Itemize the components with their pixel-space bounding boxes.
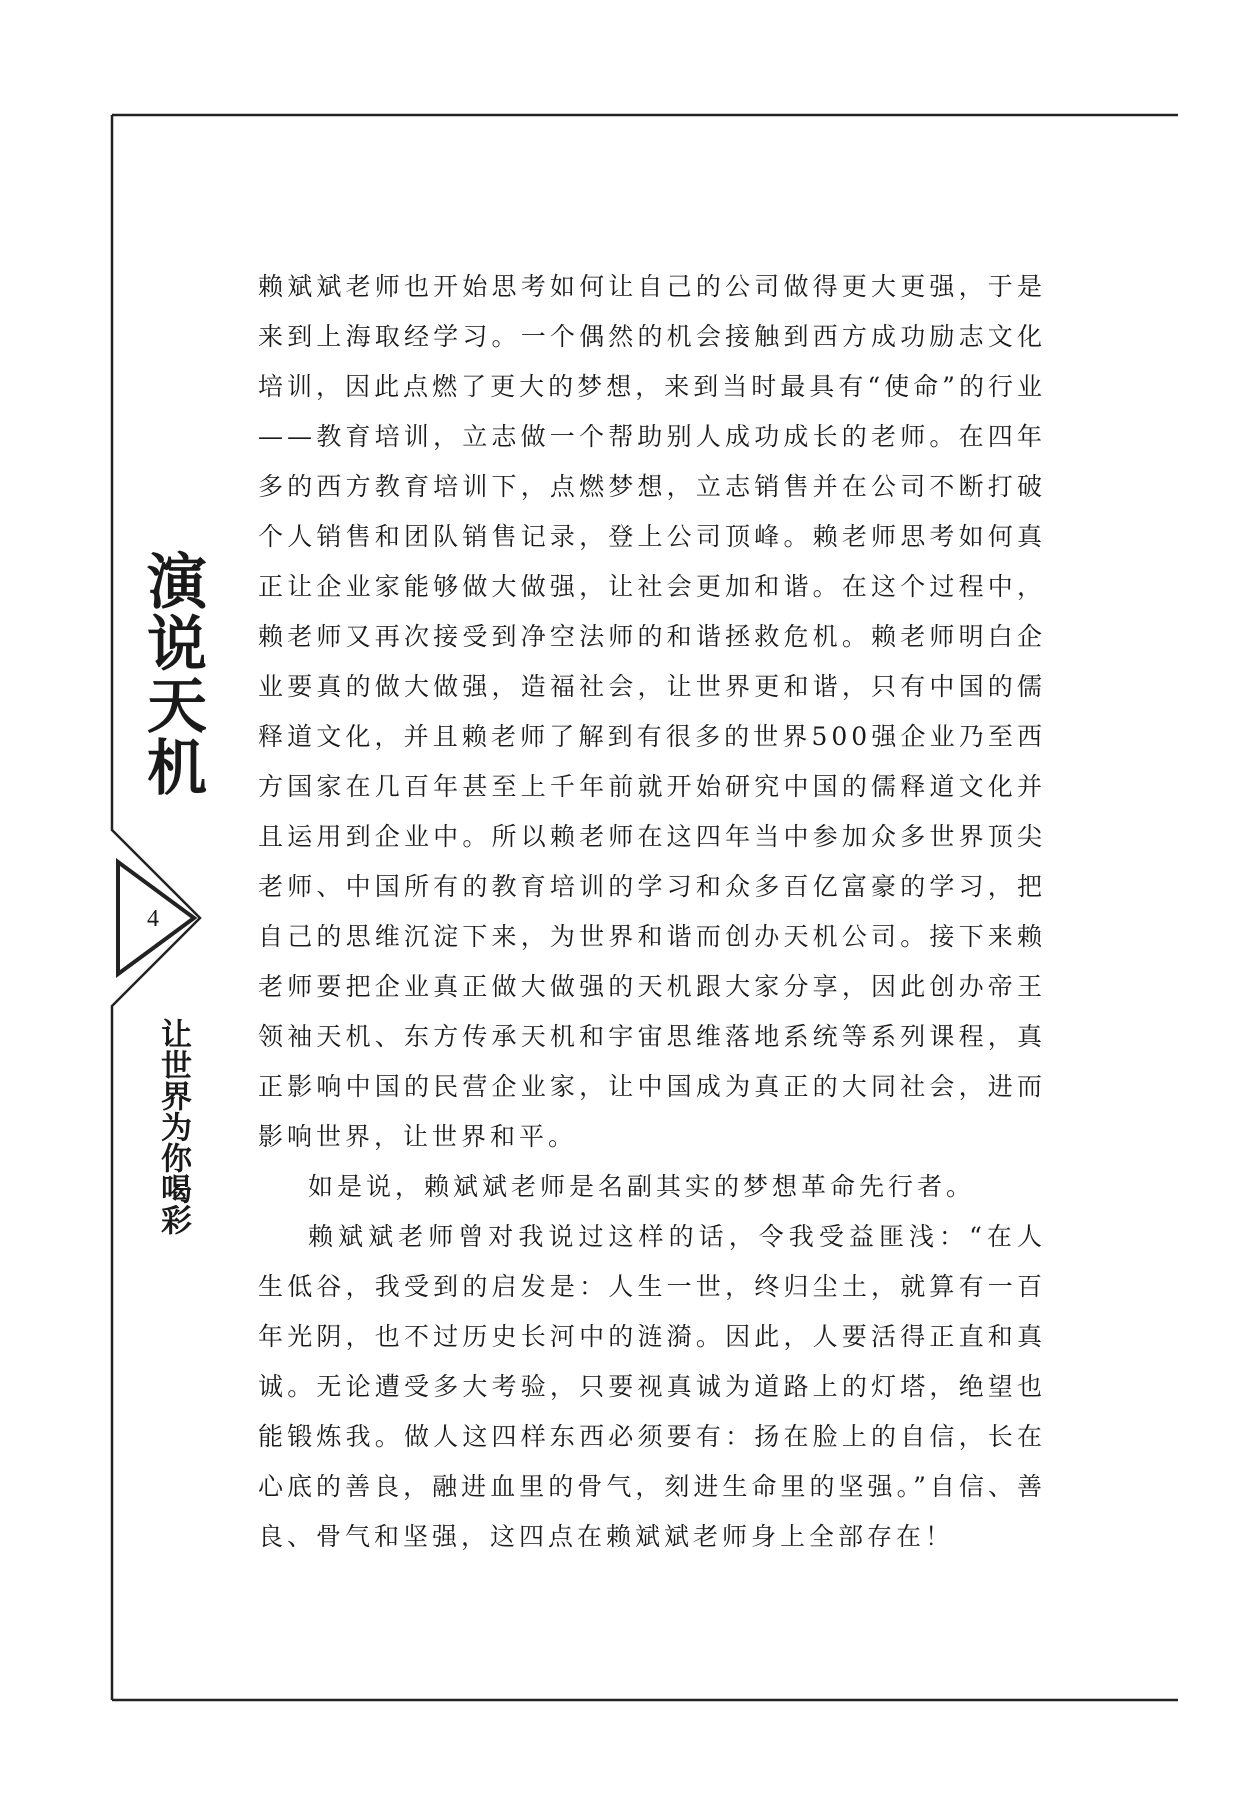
- book-title: 演说天机: [137, 550, 207, 798]
- page-number: 4: [147, 906, 159, 932]
- book-subtitle: 让世界为你喝彩: [155, 1018, 191, 1235]
- body-text: [258, 262, 1046, 1562]
- paragraph: 如是说，赖斌斌老师是名副其实的梦想革命先行者。: [308, 1172, 976, 1201]
- paragraph: 赖斌斌老师也开始思考如何让自己的公司做得更大更强，于是来到上海取经学习。一个偶然的机会接触到西方成功励志文化培训，因此点燃了更大的梦想，来到当时最具有“使命”的行业——教育培训，立志做一个帮助别人成功成长的老师。在四年多的西方教育培训下，点燃梦想，立志销售并在公司不断打破个人销售和团队销售记录，登上公司顶峰。赖老师思考如何真正让企业家能够做大做强，让社会更加和谐。在这个过程中，赖老师又再次接受到净空法师的和谐拯救危机。赖老师明白企业要真的做大做强，造福社会，让世界更和谐，只有中国的儒释道文化，并且赖老师了解到有很多的世界500强企业乃至西方国家在几百年甚至上千年前就开始研究中国的儒释道文化并且运用到企业中。所以赖老师在这四年当中参加众多世界顶尖老师、中国所有的教育培训的学习和众多百亿富豪的学习，把自己的思维沉淀下来，为世界和谐而创办天机公司。接下来赖老师要把企业真正做大做强的天机跟大家分享，因此创办帝王领袖天机、东方传承天机和宇宙思维落地系统等系列课程，真正影响中国的民营企业家，让中国成为真正的大同社会，进而影响世界，让世界和平。: [258, 272, 1046, 1151]
- paragraph: 赖斌斌老师曾对我说过这样的话，令我受益匪浅：“在人生低谷，我受到的启发是：人生一世，终归尘土，就算有一百年光阴，也不过历史长河中的涟漪。因此，人要活得正直和真诚。无论遭受多大考验，只要视真诚为道路上的灯塔，绝望也能锻炼我。做人这四样东西必须要有：扬在脸上的自信，长在心底的善良，融进血里的骨气，刻进生命里的坚强。”自信、善良、骨气和坚强，这四点在赖斌斌老师身上全部存在！: [258, 1222, 1046, 1551]
